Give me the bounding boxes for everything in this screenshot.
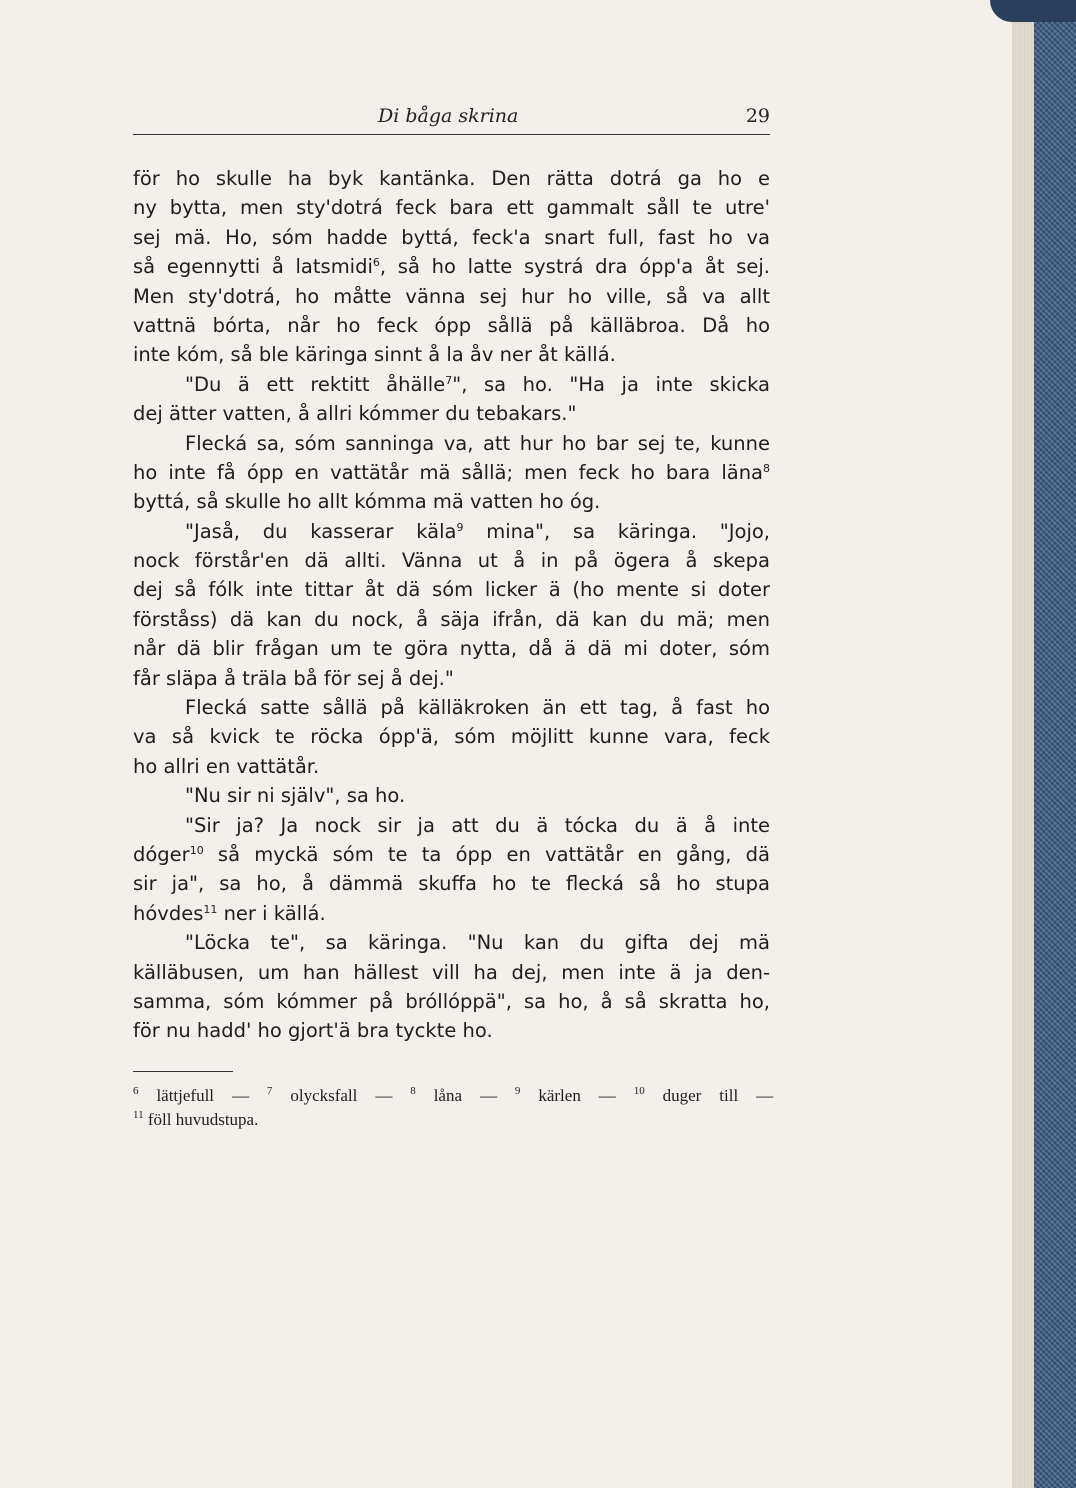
text-line: nock förstår'en dä allti. Vänna ut å in på ögera å skepa [133,549,770,573]
book-cover [1034,0,1076,1488]
text-line: för ho skulle ha byk kantänka. Den rätta dotrá ga ho e [133,167,770,190]
text-line: dej ätter vatten, å allri kómmer du tebakars." [133,402,577,426]
running-title: Di båga skrina [378,105,519,127]
text-line: sir ja", sa ho, å dämmä skuffa ho te flecká så ho stupa [133,872,770,896]
text-line: Flecká sa, sóm sanninga va, att hur ho bar sej te, kunne [185,431,770,455]
footnote-ref: 6 [372,256,380,270]
page-edges [1012,0,1034,1488]
text-line: Flecká satte sållä på källäkroken än ett tag, å fast ho [185,696,770,720]
footnote-ref: 11 [203,902,218,916]
text-line: dej så fólk inte tittar åt dä sóm licker ä (ho mente si doter [133,578,770,602]
text-line: ho allri en vattätår. [133,754,320,778]
footnote-item: $^6$ lättjefull [133,1085,215,1105]
text-line: samma, sóm kómmer på bróllóppä", sa ho, å så skratta ho, [133,989,770,1013]
page-number: 29 [745,105,770,127]
text-line: når dä blir frågan um te göra nytta, då ä dä mi doter, sóm [133,637,770,661]
text-line: "Sir ja? Ja nock sir ja att du ä tócka du ä å inte [185,813,770,837]
footnote-line [133,1108,773,1132]
text-line: sej mä. Ho, sóm hadde byttá, feck'a snart full, fast ho va [133,225,770,249]
text-line: källäbusen, um han hällest vill ha dej, men inte ä ja den- [133,960,770,984]
text-line: för nu hadd' ho gjort'ä bra tyckte ho. [133,1019,493,1043]
footnote-ref: 10 [189,843,204,857]
text-line: "Jaså, du kasserar käla$^9$ mina", sa käringa. "Jojo, [185,519,770,543]
footnote-item: $^9$ kärlen [514,1085,581,1105]
text-line: inte kóm, så ble käringa sinnt å la åv ner åt källá. [133,343,616,367]
text-line: "Nu sir ni själv", sa ho. [185,784,406,808]
text-line: ny bytta, men sty'dotrá feck bara ett gammalt såll te utre' [133,196,770,220]
text-line: ho inte få ópp en vattätår mä sållä; men feck ho bara läna$^8$ [133,460,770,484]
header-rule [133,134,770,135]
footnote-item: $^{10}$ duger till [633,1085,739,1105]
footnote-item: $^7$ olycksfall [266,1085,358,1105]
text-line: "Löcka te", sa käringa. "Nu kan du gifta dej mä [185,931,770,955]
footnote-ref: 8 [763,461,770,475]
footnotes [133,1084,773,1132]
footnote-line: $^6$ lättjefull — $^7$ olycksfall — $^8$ låna — $^9$ kärlen — $^{10}$ duger till — [133,1085,774,1105]
footnote-item: $^{11}$ föll huvudstupa. [133,1109,259,1129]
text-line: vattnä bórta, når ho feck ópp sållä på källäbroa. Då ho [133,313,770,337]
text-line: så egennytti å latsmidi$^6$, så ho latte systrá dra ópp'a åt sej. [133,255,770,279]
footnote-rule [133,1071,233,1072]
footnote-item: $^8$ låna [410,1085,463,1105]
text-line: "Du ä ett rektitt åhälle$^7$", sa ho. "Ha ja inte skicka [185,372,770,396]
footnote-ref: 7 [445,373,453,387]
text-line: dóger$^{10}$ så myckä sóm te ta ópp en vattätår en gång, dä [133,842,770,866]
body-text [133,164,770,1046]
page-header [133,103,770,131]
text-line: va så kvick te röcka ópp'ä, sóm möjlitt kunne vara, feck [133,725,770,749]
footnote-ref: 9 [456,520,464,534]
text-line: får släpa å träla bå för sej å dej." [133,666,454,690]
text-line: hóvdes$^{11}$ ner i källá. [133,901,326,925]
text-line: Men sty'dotrá, ho måtte vänna sej hur ho ville, så va allt [133,284,770,308]
text-line: förståss) dä kan du nock, å säja ifrån, dä kan du mä; men [133,607,770,631]
text-line: byttá, så skulle ho allt kómma mä vatten ho óg. [133,490,601,514]
book-cover-corner [990,0,1076,22]
